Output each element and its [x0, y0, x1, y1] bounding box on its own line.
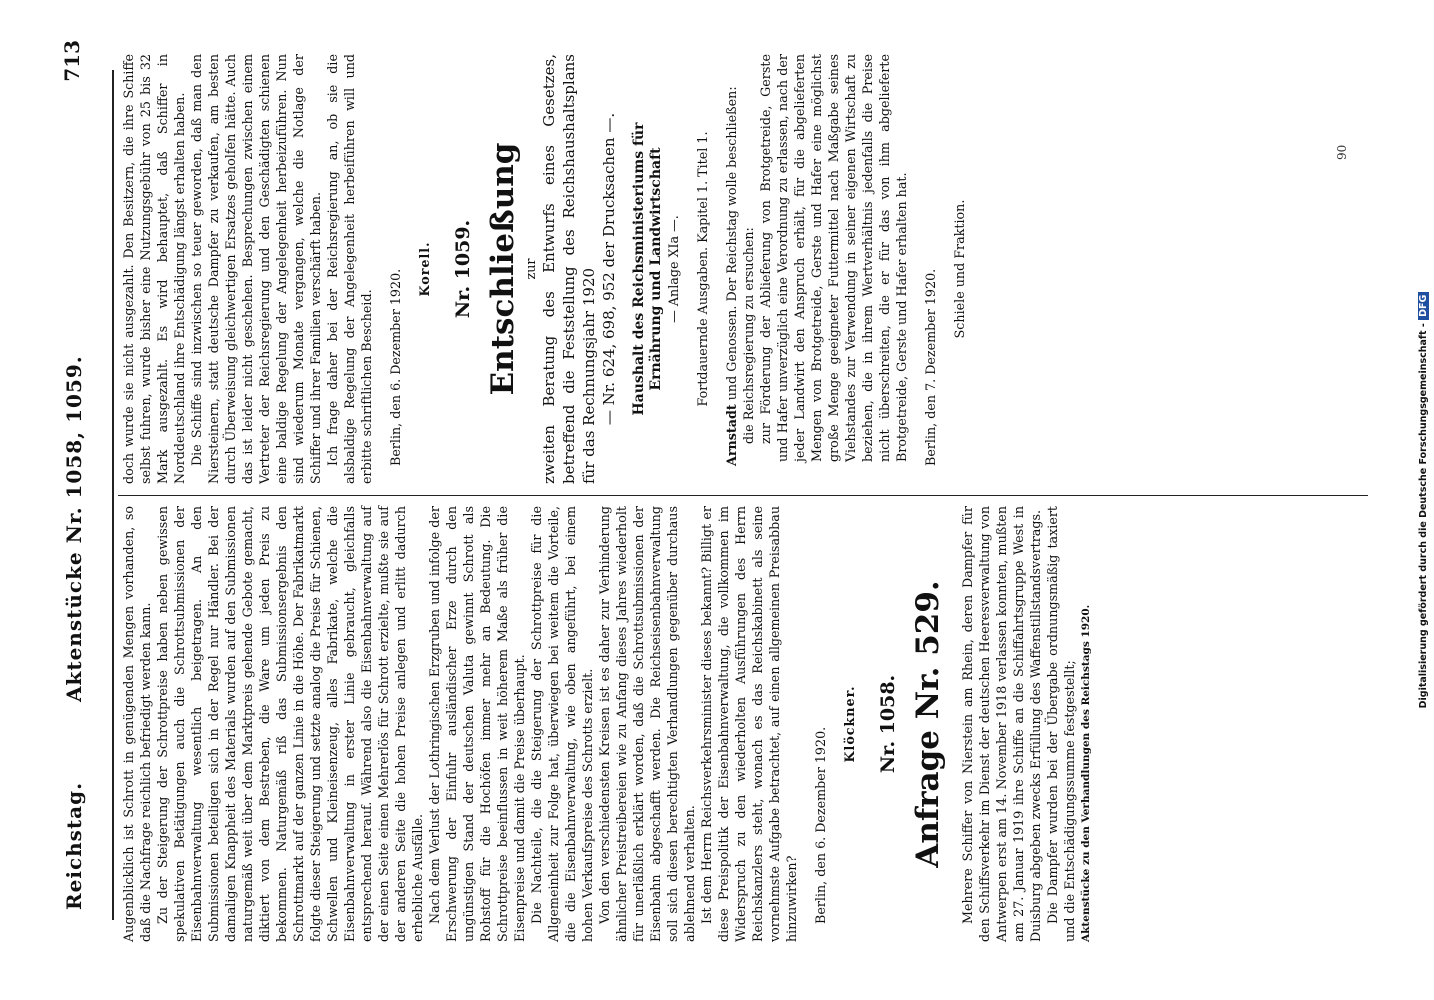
digitization-note	[1418, 0, 1434, 1000]
paragraph: Die Schiffe sind inzwischen so teuer geworden, daß man den Niersteinern, statt deutsche Dampfer zu verkaufen, am besten durch Überweisung gleichwertigen Ersatzes geholfen hätte. Auch das ist leider nicht geschehen. Besprechungen zwischen einem Vertreter der Reichsregierung und den Geschädigten schienen eine baldige Regelung der Angelegenheit herbeizuführen. Nun sind wiederum Monate vergangen, welche die Notlage der Schiffer und ihrer Familien verschärft haben.	[189, 54, 323, 484]
document-title: Entschließung	[485, 142, 521, 396]
paragraph: Nach dem Verlust der Lothringischen Erzgruben und infolge der Erschwerung der Einfuhr ausländischer Erze durch den ungünstigen Stand der deutschen Valuta gewinnt Schrott als Rohstoff für die Hochöfen immer mehr an Bedeutung. Die Schrottpreise beeinflussen in weit höherem Maße als früher die Eisenpreise und damit die Preise überhaupt.	[427, 506, 527, 942]
proposal-text: und Genossen. Der Reichstag wolle beschließen:	[724, 86, 739, 405]
document-number: Nr. 1058.	[877, 674, 899, 774]
paragraph: Ist dem Herrn Reichsverkehrsminister dieses bekannt? Billigt er diese Preispolitik der Eisenbahnverwaltung, die vollkommen im Widerspruch zu den wiederholten Ausführungen des Herrn Reichskanzlers steht, wonach es das Reichskabinett als seine vornehmste Aufgabe betrachtet, auf einen allgemeinen Preisabbau hinzuwirken?	[699, 506, 799, 942]
subtitle-refs: — Nr. 624, 698, 952 der Drucksachen —.	[600, 112, 618, 426]
document-title: Anfrage Nr. 529.	[910, 580, 946, 868]
signature: Korell.	[417, 241, 432, 297]
date-line: Berlin, den 6. Dezember 1920.	[388, 268, 403, 466]
signature: Schiele und Fraktion.	[952, 199, 967, 339]
title-connector: zur	[523, 258, 538, 280]
date-line: Berlin, den 6. Dezember 1920.	[813, 726, 828, 924]
annex-label: — Anlage XIa —.	[666, 215, 681, 323]
header-rule	[112, 70, 114, 920]
proposer-name: Arnstadt	[724, 404, 739, 466]
paragraph: Augenblicklich ist Schrott in genügenden Mengen vorhanden, so daß die Nachfrage reichlich befriedigt werden kann.	[121, 506, 153, 942]
header-left: Reichstag.	[62, 781, 86, 910]
section-heading: Haushalt des Reichsministeriums für	[631, 122, 647, 416]
column-divider	[118, 495, 1368, 496]
dfg-logo: DFG	[1418, 292, 1429, 320]
header-center: Aktenstücke Nr. 1058, 1059.	[62, 355, 86, 703]
pencil-mark: 90	[1335, 144, 1349, 160]
column-right	[120, 54, 968, 484]
paragraph: Die Dampfer wurden bei der Übergabe ordnungsmäßig taxiert und die Entschädigungssumme festgestellt;	[1045, 506, 1077, 942]
paragraph: doch wurde sie nicht ausgezahlt. Den Besitzern, die ihre Schiffe selbst fuhren, wurde bisher eine Nutzungsgebühr von 25 bis 32 Mark ausgezahlt. Es wird behauptet, daß Schiffer in Norddeutschland ihre Entschädigung längst erhalten haben.	[121, 54, 187, 484]
digitization-text: Digitalisierung gefördert durch die Deutsche Forschungsgemeinschaft -	[1418, 323, 1429, 709]
paragraph: Mehrere Schiffer von Nierstein am Rhein, deren Dampfer für den Schiffsverkehr im Dienst der deutschen Heeresverwaltung von Antwerpen erst am 14. November 1918 verlassen konnten, mußten am 27. Januar 1919 ihre Schiffe an die Schiffahrtsgruppe West in Duisburg abgeben zwecks Erfüllung des Waffenstillstandsvertrags.	[960, 506, 1043, 942]
paragraph: zur Förderung der Ablieferung von Brotgetreide, Gerste und Hafer unverzüglich eine Verordnung zu erlassen, nach der jeder Landwirt den Anspruch erhält, für die abgelieferten Mengen von Brotgetreide, Gerste und Hafer eine möglichst große Menge geeigneter Futtermittel nach Maßgabe seines Viehstandes zur Verwendung in seiner eigenen Wirtschaft zu beziehen, die in ihrem Wertverhältnis jedenfalls die Preise nicht überschreiten, die er für das von ihm abgelieferte Brotgetreide, Gerste und Hafer erhalten hat.	[758, 54, 909, 462]
document-number: Nr. 1059.	[452, 219, 474, 319]
paragraph: Die Nachteile, die die Steigerung der Schrottpreise für die Allgemeinheit zur Folge hat, überwiegen bei weitem die Vorteile, die die Eisenbahnverwaltung, wie oben angeführt, bei einem hohen Verkaufspreise des Schrotts erzielt.	[529, 506, 595, 942]
subtitle: zweiten Beratung des Entwurfs eines Gesetzes, betreffend die Feststellung des Reichshaushaltsplans für das Rechnungsjahr 1920	[540, 54, 598, 484]
date-line: Berlin, den 7. Dezember 1920.	[923, 268, 938, 466]
paragraph: die Reichsregierung zu ersuchen:	[741, 227, 756, 444]
paragraph: Von den verschiedensten Kreisen ist es daher zur Verhinderung ähnlicher Preistreibereien wie zu Anfang dieses Jahres wiederholt für unerläßlich erklärt worden, daß die Schrottsubmissionen der Eisenbahn abgeschafft werden. Die Reichseisenbahnverwaltung soll sich diesen berechtigten Verhandlungen gegenüber durchaus ablehnend verhalten.	[597, 506, 697, 942]
page-number: 713	[60, 40, 84, 82]
paragraph: Ich frage daher bei der Reichsregierung an, ob sie die alsbaldige Regelung der Angelegenheit herbeiführen will und erbitte schriftlichen Bescheid.	[325, 54, 374, 484]
section-heading: Ernährung und Landwirtschaft	[648, 147, 664, 391]
signature: Klöckner.	[842, 685, 857, 763]
footer-note: Aktenstücke zu den Verhandlungen des Reichstags 1920.	[1080, 604, 1092, 942]
column-left	[120, 506, 1095, 942]
page-header	[62, 30, 86, 910]
paragraph: Zu der Steigerung der Schrottpreise haben neben gewissen spekulativen Betätigungen auch die Schrottsubmissionen der Eisenbahnverwaltung wesentlich beigetragen. An den Submissionen beteiligen sich in der Regel nur Händler. Bei der damaligen Knappheit des Materials wurden auf den Submissionen naturgemäß weit über dem Marktpreis gehende Gebote gemacht, diktiert von dem Bestreben, die Ware um jeden Preis zu bekommen. Naturgemäß riß das Submissionsergebnis den Schrottmarkt auf der ganzen Linie in die Höhe. Der Fabrikatmarkt folgte dieser Steigerung und setzte analog die Preise für Schienen, Schwellen und Kleineisenzeug, alles Fabrikate, welche die Eisenbahnverwaltung in erster Linie gebraucht, gleichfalls entsprechend herauf. Während also die Eisenbahnverwaltung auf der einen Seite einen Mehrerlös für Schrott erzielte, mußte sie auf der anderen Seite die hohen Preise anlegen und erlitt dadurch erhebliche Ausfälle.	[155, 506, 425, 942]
budget-line: Fortdauernde Ausgaben. Kapitel 1. Titel 1.	[695, 131, 710, 407]
